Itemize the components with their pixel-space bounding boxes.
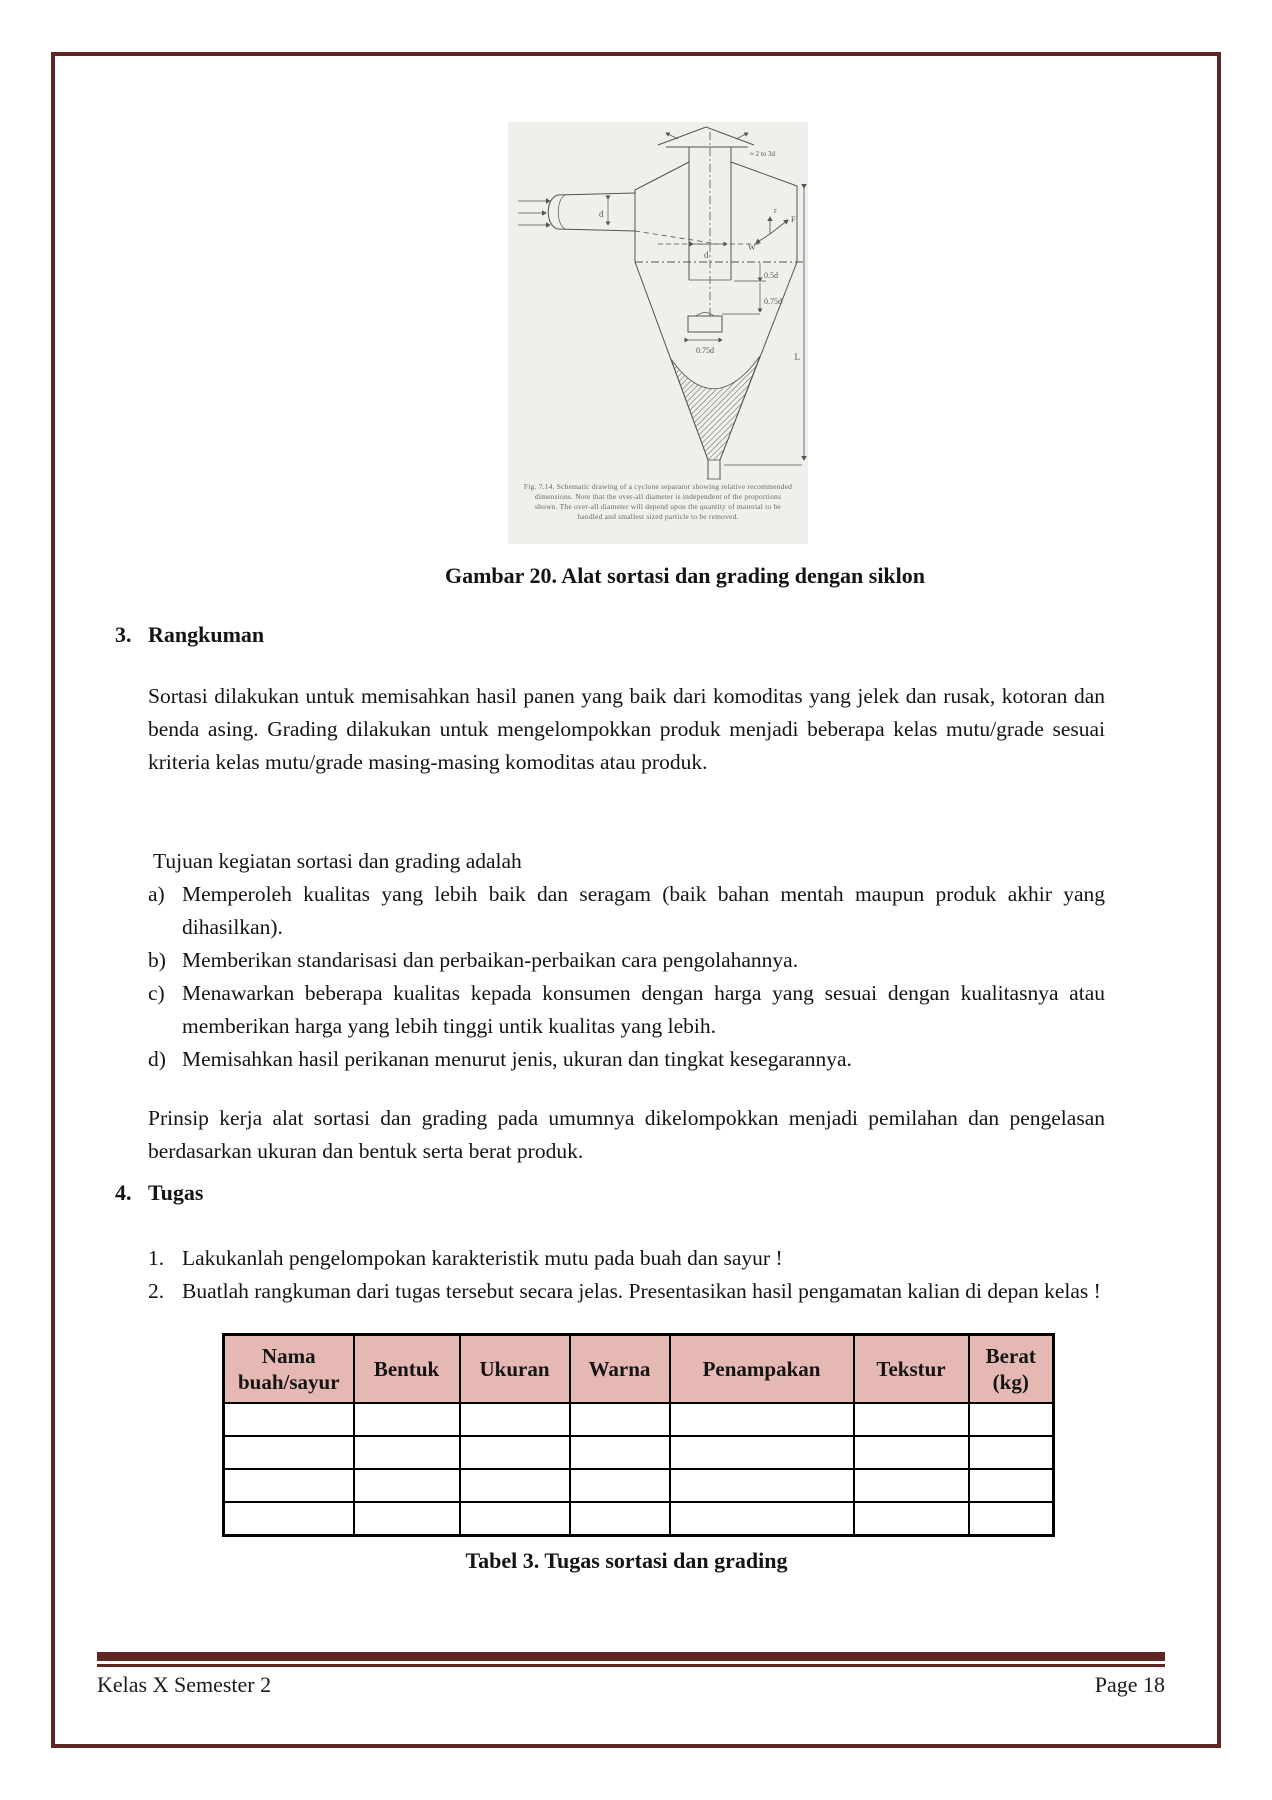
table-cell xyxy=(570,1502,670,1536)
section-title: Tugas xyxy=(148,1180,204,1205)
list-marker: c) xyxy=(148,981,165,1005)
figure-caption: Gambar 20. Alat sortasi dan grading dengan siklon xyxy=(444,563,926,588)
list-item-text: Menawarkan beberapa kualitas kepada konsumen dengan harga yang sesuai dengan kualitasnya atau memberikan harga yang lebih tinggi untik kualitas yang lebih. xyxy=(182,981,1105,1038)
table-cell xyxy=(354,1403,460,1436)
dim-label-inner-d: d xyxy=(704,250,709,260)
rangkuman-paragraph-1: Sortasi dilakukan untuk memisahkan hasil panen yang baik dari komoditas yang jelek dan rusak, kotoran dan benda asing. Grading dilakukan untuk mengelompokkan produk menjadi beberapa kelas mutu/grade sesuai kriteria kelas mutu/grade masing-masing komoditas atau produk. xyxy=(148,684,1105,774)
footer-page-number: Page 18 xyxy=(1094,1672,1165,1697)
col-header-nama: Nama buah/sayur xyxy=(224,1335,354,1404)
table-cell xyxy=(854,1403,969,1436)
table-cell xyxy=(854,1469,969,1502)
tujuan-intro: Tujuan kegiatan sortasi dan grading adalah xyxy=(153,849,522,873)
table-cell xyxy=(969,1436,1054,1469)
figure-inner-caption-line: shown. The over-all diameter will depend upon the quantity of material to be xyxy=(535,502,781,511)
list-marker: 2. xyxy=(148,1279,165,1303)
table-cell xyxy=(570,1469,670,1502)
task-table xyxy=(222,1333,1055,1537)
figure-inner-caption-line: dimensions. Note that the over-all diameter is independent of the proportions xyxy=(534,492,782,501)
section-heading-rangkuman xyxy=(115,622,264,648)
list-item-text: Buatlah rangkuman dari tugas tersebut secara jelas. Presentasikan hasil pengamatan kalian di depan kelas ! xyxy=(182,1279,1101,1303)
list-marker: a) xyxy=(148,882,165,906)
table-cell xyxy=(460,1469,570,1502)
footer-rule xyxy=(97,1652,1165,1667)
dim-label-length: L xyxy=(794,352,800,362)
tujuan-list xyxy=(148,845,1105,1076)
table-cell xyxy=(460,1403,570,1436)
figure-inner-caption-line: handled and smallest sized particle to be removed. xyxy=(577,512,739,521)
col-header-tekstur: Tekstur xyxy=(854,1335,969,1404)
table-cell xyxy=(969,1502,1054,1536)
table-cell xyxy=(354,1469,460,1502)
figure-inner-caption xyxy=(517,482,799,522)
list-item-text: Memperoleh kualitas yang lebih baik dan seragam (baik bahan mentah maupun produk akhir yang dihasilkan). xyxy=(182,882,1105,939)
footer-rule-thick xyxy=(97,1652,1165,1661)
table-row xyxy=(224,1403,1054,1436)
table-cell xyxy=(670,1436,854,1469)
table-caption: Tabel 3. Tugas sortasi dan grading xyxy=(465,1548,788,1573)
list-item xyxy=(148,878,1105,944)
vector-label-r: r xyxy=(774,206,777,215)
col-header-berat: Berat (kg) xyxy=(969,1335,1054,1404)
section-heading-tugas xyxy=(115,1180,203,1206)
page-footer xyxy=(97,1672,1165,1698)
vector-label-f: F xyxy=(791,215,796,224)
table-cell xyxy=(570,1403,670,1436)
list-marker: d) xyxy=(148,1047,166,1071)
list-marker: 1. xyxy=(148,1246,165,1270)
table-row xyxy=(224,1469,1054,1502)
table-cell xyxy=(224,1469,354,1502)
vector-label-w: W xyxy=(748,243,756,252)
table-cell xyxy=(224,1436,354,1469)
table-cell xyxy=(969,1469,1054,1502)
footer-rule-thin xyxy=(97,1664,1165,1667)
footer-left-label: Kelas X Semester 2 xyxy=(97,1672,272,1697)
col-header-bentuk: Bentuk xyxy=(354,1335,460,1404)
table-cell xyxy=(460,1436,570,1469)
tugas-list xyxy=(148,1242,1105,1308)
table-cell xyxy=(224,1403,354,1436)
section-number: 3. xyxy=(115,622,132,647)
table-cell xyxy=(670,1403,854,1436)
table-cell xyxy=(354,1502,460,1536)
cyclone-figure xyxy=(508,122,808,544)
list-item xyxy=(148,1275,1105,1308)
table-cell xyxy=(854,1436,969,1469)
table-header-row xyxy=(224,1335,1054,1404)
table-cell xyxy=(224,1502,354,1536)
list-item xyxy=(148,944,1105,977)
table-cell xyxy=(570,1436,670,1469)
col-header-ukuran: Ukuran xyxy=(460,1335,570,1404)
table-cell xyxy=(460,1502,570,1536)
table-cell xyxy=(969,1403,1054,1436)
table-row xyxy=(224,1502,1054,1536)
list-item-text: Memberikan standarisasi dan perbaikan-perbaikan cara pengolahannya. xyxy=(182,948,799,972)
list-marker: b) xyxy=(148,948,166,972)
section-number: 4. xyxy=(115,1180,132,1205)
list-item xyxy=(148,1043,1105,1076)
col-header-penampakan: Penampakan xyxy=(670,1335,854,1404)
table-cell xyxy=(854,1502,969,1536)
dim-label-05d: 0.5d xyxy=(764,271,778,280)
col-header-warna: Warna xyxy=(570,1335,670,1404)
cyclone-schematic xyxy=(508,122,808,482)
table-row xyxy=(224,1436,1054,1469)
figure-inner-caption-line: Fig. 7.14. Schematic drawing of a cyclone separator showing relative recommended xyxy=(523,482,793,491)
dim-label-inlet-d: d xyxy=(599,209,604,219)
table-cell xyxy=(670,1502,854,1536)
table-cell xyxy=(354,1436,460,1469)
rangkuman-paragraph-2: Prinsip kerja alat sortasi dan grading pada umumnya dikelompokkan menjadi pemilahan dan pengelasan berdasarkan ukuran dan bentuk serta berat produk. xyxy=(148,1106,1105,1163)
section-title: Rangkuman xyxy=(148,622,265,647)
list-item-text: Lakukanlah pengelompokan karakteristik mutu pada buah dan sayur ! xyxy=(182,1246,783,1270)
list-item xyxy=(148,1242,1105,1275)
dim-label-note: ≈ 2 to 3d xyxy=(750,150,776,158)
dim-label-075d-box: 0.75d xyxy=(696,346,714,355)
list-item xyxy=(148,977,1105,1043)
dim-label-075d: 0.75d xyxy=(764,297,782,306)
list-item-text: Memisahkan hasil perikanan menurut jenis, ukuran dan tingkat kesegarannya. xyxy=(182,1047,852,1071)
table-cell xyxy=(670,1469,854,1502)
